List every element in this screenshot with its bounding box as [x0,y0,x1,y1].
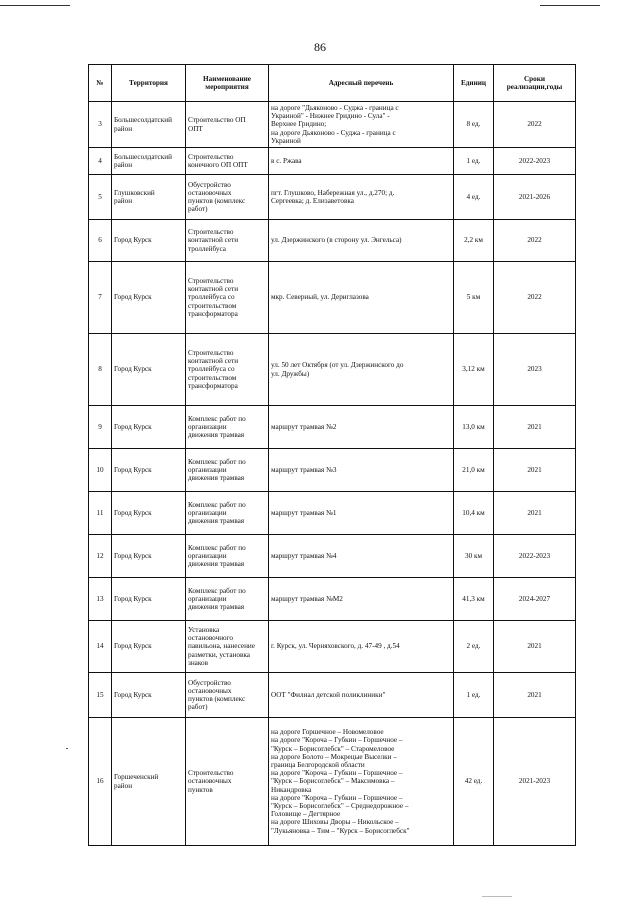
scan-artifact-line [0,5,70,6]
table-row [89,220,576,262]
cell-event: Комплекс работ по организации движения трамвая [186,578,269,621]
header-territory: Территория [112,65,186,102]
header-num: № [89,65,112,102]
table-row [89,535,576,578]
cell-num: 5 [89,175,112,220]
table-header-row [89,65,576,102]
scan-speck [66,748,68,749]
cell-unit: 1 ед. [454,148,494,175]
cell-address: ул. 50 лет Октября (от ул. Дзержинского до ул. Дружбы) [269,334,454,406]
cell-num: 7 [89,262,112,334]
cell-territory: Город Курск [112,406,186,449]
table-row [89,148,576,175]
cell-territory: Глушковский район [112,175,186,220]
cell-territory: Город Курск [112,673,186,718]
cell-address: маршрут трамвая №1 [269,492,454,535]
cell-unit: 5 км [454,262,494,334]
cell-term: 2021 [494,621,576,673]
table-row [89,262,576,334]
cell-term: 2021-2026 [494,175,576,220]
table-row [89,406,576,449]
cell-num: 9 [89,406,112,449]
cell-term: 2021 [494,449,576,492]
table-row [89,492,576,535]
cell-event: Установка остановочного павильона, нанесение разметки, установка знаков [186,621,269,673]
cell-address: на дороге "Дьяконово - Суджа - граница с Украиной" - Нижнее Гридино - Сула" - Верхнее Гридино; на дороге Дьяконово - Суджа - граница с Украиной [269,102,454,148]
table-row [89,334,576,406]
cell-territory: Город Курск [112,334,186,406]
cell-unit: 41,3 км [454,578,494,621]
cell-event: Комплекс работ по организации движения трамвая [186,406,269,449]
cell-unit: 1 ед. [454,673,494,718]
cell-address: мкр. Северный, ул. Дериглазова [269,262,454,334]
table-row [89,621,576,673]
cell-num: 15 [89,673,112,718]
cell-event: Обустройство остановочных пунктов (комплекс работ) [186,175,269,220]
cell-territory: Горшеченский район [112,718,186,846]
cell-unit: 10,4 км [454,492,494,535]
cell-address: маршрут трамвая №4 [269,535,454,578]
cell-term: 2021 [494,673,576,718]
scan-artifact-line [540,5,600,6]
cell-territory: Город Курск [112,535,186,578]
cell-event: Строительство контактной сети троллейбуса со строительством трансформатора [186,262,269,334]
cell-territory: Город Курск [112,492,186,535]
header-event: Наименование мероприятия [186,65,269,102]
cell-term: 2022-2023 [494,535,576,578]
cell-address: г. Курск, ул. Черняховского, д. 47-49 , д.54 [269,621,454,673]
cell-address: пгт. Глушково, Набережная ул., д.270; д. Сергеевка; д. Елизаветовка [269,175,454,220]
header-unit: Единиц [454,65,494,102]
cell-event: Комплекс работ по организации движения трамвая [186,449,269,492]
cell-term: 2024-2027 [494,578,576,621]
cell-territory: Большесолдатский район [112,102,186,148]
cell-territory: Город Курск [112,578,186,621]
cell-unit: 8 ед. [454,102,494,148]
cell-address: ул. Дзержинского (в сторону ул. Энгельса) [269,220,454,262]
cell-event: Обустройство остановочных пунктов (комплекс работ) [186,673,269,718]
cell-unit: 2,2 км [454,220,494,262]
cell-address: маршрут трамвая №М2 [269,578,454,621]
cell-territory: Город Курск [112,262,186,334]
cell-term: 2022-2023 [494,148,576,175]
cell-address: маршрут трамвая №2 [269,406,454,449]
cell-num: 8 [89,334,112,406]
table-row [89,175,576,220]
cell-territory: Город Курск [112,621,186,673]
cell-territory: Город Курск [112,449,186,492]
table-row [89,449,576,492]
cell-event: Строительство конечного ОП ОПТ [186,148,269,175]
cell-unit: 4 ед. [454,175,494,220]
cell-term: 2021-2023 [494,718,576,846]
cell-num: 11 [89,492,112,535]
cell-event: Строительство контактной сети троллейбуса [186,220,269,262]
cell-address: ООТ "Филиал детской поликлиники" [269,673,454,718]
registry-table [88,64,576,846]
cell-unit: 3,12 км [454,334,494,406]
cell-unit: 13,0 км [454,406,494,449]
cell-address: в с. Ржава [269,148,454,175]
page-number: 86 [314,40,326,54]
cell-unit: 2 ед. [454,621,494,673]
cell-unit: 21,0 км [454,449,494,492]
cell-term: 2022 [494,102,576,148]
cell-event: Комплекс работ по организации движения трамвая [186,535,269,578]
cell-address: на дороге Горшечное – Новомеловое на дороге "Короча – Губкин – Горшечное – "Курск – Борисоглебск" – Старомеловое на дороге Болото – Мокрецые Выселки – граница Белгородской области на дороге "Короча – Губкин – Горшечное – "Курск – Борисоглебск" – Максимовка – Никандровка на дороге "Короча – Губкин – Горшечное – "Курск – Борисоглебск" – Среднедорожное – Головище – Дегтярное на дороге Шиховы Дворы – Никольское – "Лукьяновка – Тим – "Курск – Борисоглебск" [269,718,454,846]
header-address: Адресный перечень [269,65,454,102]
cell-term: 2021 [494,492,576,535]
cell-event: Строительство контактной сети троллейбуса со строительством трансформатора [186,334,269,406]
cell-event: Строительство ОП ОПТ [186,102,269,148]
cell-term: 2021 [494,406,576,449]
table-row [89,102,576,148]
header-term: Сроки реализации,годы [494,65,576,102]
cell-event: Комплекс работ по организации движения трамвая [186,492,269,535]
cell-num: 6 [89,220,112,262]
cell-num: 3 [89,102,112,148]
cell-unit: 42 ед. [454,718,494,846]
table-row [89,578,576,621]
table-row [89,673,576,718]
cell-address: маршрут трамвая №3 [269,449,454,492]
cell-num: 4 [89,148,112,175]
cell-num: 10 [89,449,112,492]
cell-unit: 30 км [454,535,494,578]
cell-territory: Большесолдатский район [112,148,186,175]
cell-term: 2022 [494,262,576,334]
cell-num: 12 [89,535,112,578]
cell-num: 16 [89,718,112,846]
cell-event: Строительство остановочных пунктов [186,718,269,846]
scan-speck [482,896,512,897]
cell-num: 13 [89,578,112,621]
cell-territory: Город Курск [112,220,186,262]
cell-term: 2022 [494,220,576,262]
cell-term: 2023 [494,334,576,406]
table-row [89,718,576,846]
cell-num: 14 [89,621,112,673]
